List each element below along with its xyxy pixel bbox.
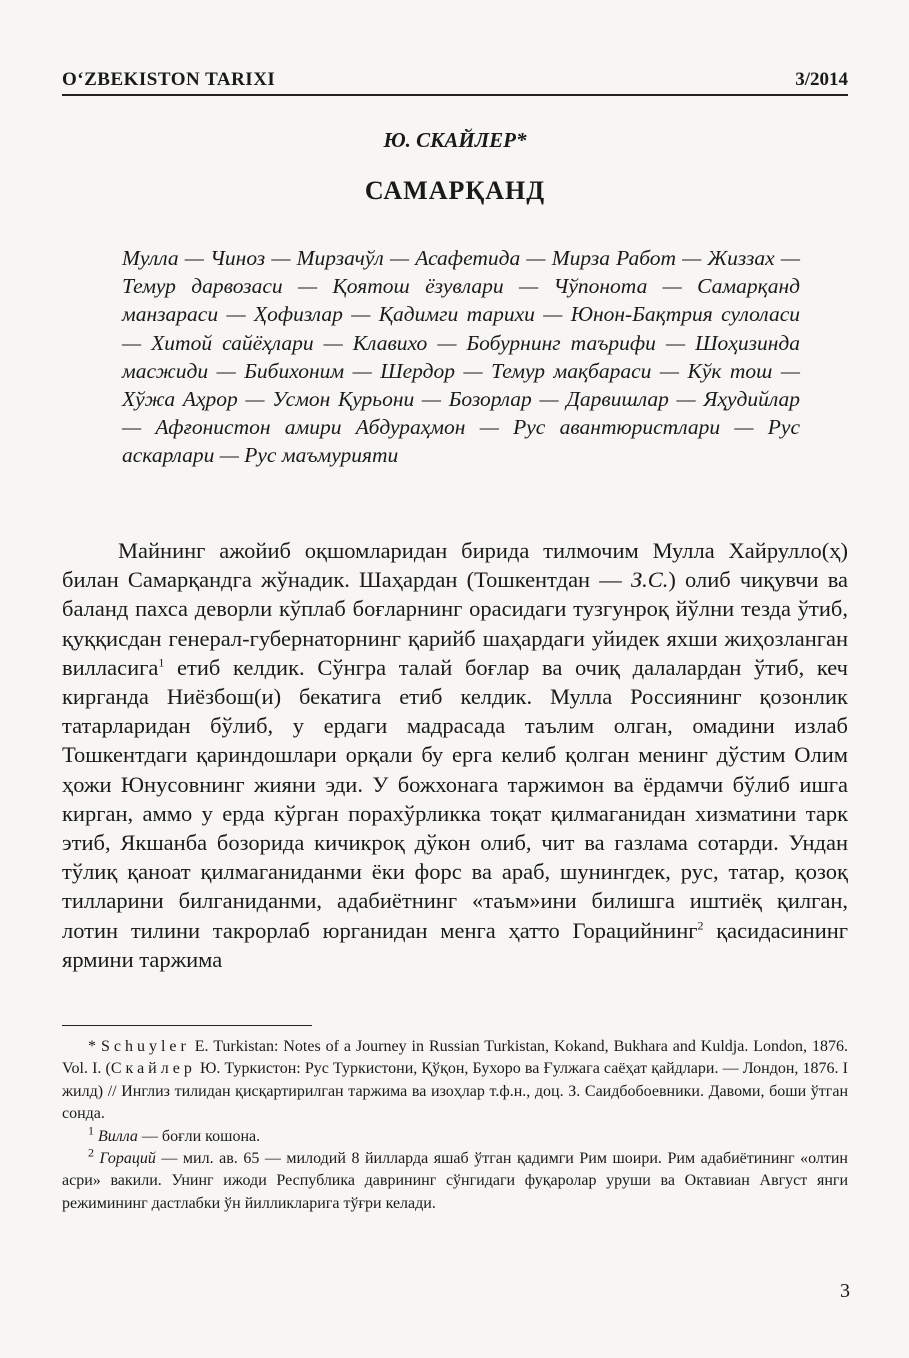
issue-number: 3/2014 — [795, 69, 848, 90]
footnote-ref-1: 1 — [158, 655, 165, 670]
journal-title: O‘ZBEKISTON TARIXI — [62, 69, 276, 90]
footnote-divider — [62, 1025, 312, 1026]
footnote-author-latin: Schuyler — [100, 1038, 190, 1055]
body-text-part-4: қасидасининг ярмини таржима — [62, 917, 849, 972]
article-body — [62, 536, 848, 974]
footnote-1-text: — боғли кошона. — [137, 1127, 261, 1145]
body-text-part-1: Майнинг ажойиб оқшомларидан бирида тилмочим Мулла Хайрулло(ҳ) билан Самарқандга жўнадик. Шаҳардан (Тошкентдан — — [62, 538, 848, 593]
page-number: 3 — [840, 1280, 850, 1302]
footnote-2-term: Гораций — [99, 1150, 156, 1168]
article-title: САМАРҚАНД — [364, 176, 546, 205]
footnote-source-text-2: Ю. Туркистон: Рус Туркистони, Қўқон, Бухоро ва Ғулжага саёҳат қайдлари. — Лондон, 1876. I жилд) // Инглиз тилидан қисқартирилган таржима ва изоҳлар т.ф.н., доц. З. Саидбобоевники. Давоми, боши ўтган сонда. — [62, 1060, 849, 1123]
footnote-author-cyrillic: Скайлер — [110, 1060, 196, 1078]
footnote-1 — [62, 1123, 848, 1148]
footnote-1-mark: 1 — [88, 1123, 94, 1138]
footnote-1-term: Вилла — [98, 1127, 138, 1145]
footnote-source-text-1: E. Turkistan: Notes of a Journey in Russian Turkistan, Kokand, Bukhara and Kuldja. London, 1876. Vol. I. ( — [62, 1038, 849, 1078]
body-editor-initials: З.С. — [630, 567, 669, 593]
footnote-source — [62, 1036, 848, 1126]
footnote-ref-2: 2 — [697, 918, 704, 933]
article-keywords: Мулла — Чиноз — Мирзачўл — Асафетида — Мирза Работ — Жиззах — Темур дарвозаси — Қоятош ёзувлари — Чўпонота — Самарқанд манзараси — Ҳофизлар — Қадимги тарихи — Юнон-Бақтрия сулоласи — Хитой сайёҳлари — Клавихо — Бобурнинг таърифи — Шоҳизинда масжиди — Бибихоним — Шердор — Темур мақбараси — Кўк тош — Хўжа Аҳрор — Усмон Қурьони — Бозорлар — Дарвишлар — Яҳудийлар — Афғонистон амири Абдураҳмон — Рус авантюристлари — Рус аскарлари — Рус маъмурияти — [122, 246, 800, 468]
footnote-2-mark: 2 — [88, 1145, 94, 1160]
article-author: Ю. СКАЙЛЕР* — [383, 128, 527, 152]
footnote-2-text: — мил. ав. 65 — милодий 8 йилларда яшаб ўтган қадимги Рим шоири. Рим адабиётининг «олтин асри» вакили. Унинг ижоди Республика даврининг сўнгидаги фуқаролар уруши ва Октавиан Август янги режимининг дастлабки ўн йилликларига тўғри келади. — [62, 1150, 848, 1212]
body-text-part-2: ) олиб чиқувчи ва баланд пахса деворли кўплаб боғларнинг орасидаги тузгунроқ йўлни тезда ўтиб, қуққисдан генерал-губернаторнинг қарийб шаҳардаги уйидек яхши жиҳозланган вилласига — [62, 567, 849, 680]
running-header — [62, 62, 848, 96]
body-text-part-3: етиб келдик. Сўнгра талай боғлар ва очиқ далалардан ўтиб, кеч кирганда Ниёзбош(и) бекатига етиб келдик. Мулла Россиянинг қозонлик татарларидан бўлиб, у ердаги мадрасада таълим олган, омадини излаб Тошкентдаги қариндошлари орқали бу ерга келиб қолган менинг дўстим Олим ҳожи Юнусовнинг жияни эди. У божхонага таржимон ва ёрдамчи бўлиб ишга кирган, аммо у ерда кўрган порахўрликка тоқат қилмаганидан хизматини тарк этиб, Якшанба бозорида кичикроқ дўкон олиб, чит ва газлама сотарди. Ундан тўлиқ қаноат қилмаганиданми ёки форс ва араб, шунингдек, рус, татар, қозоқ тилларини билганиданми, адабиётнинг «таъм»ини билишга иштиёқ қилган, лотин тилини такрорлаб юрганидан менга ҳатто Горацийнинг — [62, 654, 848, 943]
footnote-2 — [62, 1145, 848, 1215]
footnotes — [62, 1036, 848, 1215]
footnote-asterisk: * — [88, 1038, 101, 1055]
